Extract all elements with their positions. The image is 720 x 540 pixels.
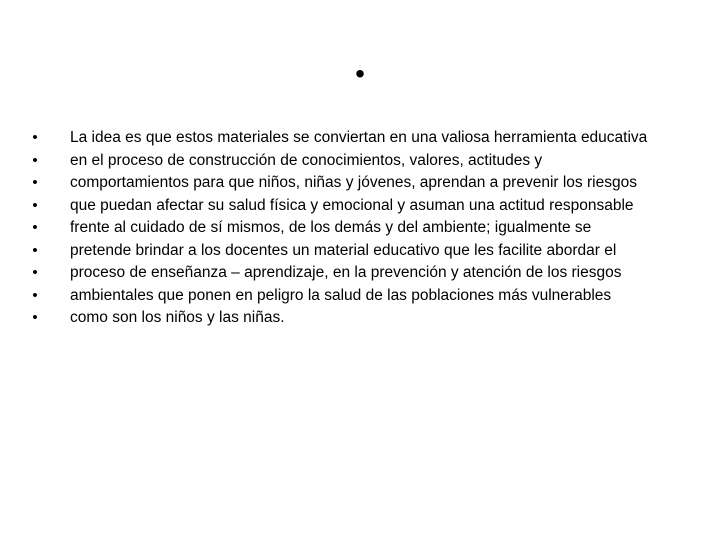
slide-title: • <box>355 58 365 89</box>
bullet-text: ambientales que ponen en peligro la salud de las poblaciones más vulnerables <box>70 286 612 304</box>
bullet-icon: • <box>32 196 38 214</box>
bullet-text: pretende brindar a los docentes un material educativo que les facilite abordar el <box>70 241 617 259</box>
bullet-icon: • <box>32 286 38 304</box>
list-item <box>28 175 688 192</box>
bullet-text: como son los niños y las niñas. <box>70 309 285 326</box>
list-item <box>28 265 688 282</box>
list-item <box>28 310 688 327</box>
bullet-text: en el proceso de construcción de conocimientos, valores, actitudes y <box>70 151 543 169</box>
list-item <box>28 130 688 147</box>
bullet-icon: • <box>32 151 38 169</box>
bullet-text: proceso de enseñanza – aprendizaje, en la prevención y atención de los riesgos <box>70 264 622 281</box>
bullet-text: La idea es que estos materiales se conviertan en una valiosa herramienta educativa <box>70 129 648 146</box>
bullet-text: frente al cuidado de sí mismos, de los demás y del ambiente; igualmente se <box>70 219 592 236</box>
bullet-icon: • <box>32 219 38 236</box>
list-item <box>28 220 688 237</box>
list-item <box>28 243 688 260</box>
list-item <box>28 198 688 215</box>
list-item <box>28 153 688 170</box>
list-item <box>28 288 688 305</box>
bullet-icon: • <box>32 174 38 191</box>
bullet-text: que puedan afectar su salud física y emocional y asuman una actitud responsable <box>70 196 634 214</box>
bullet-text: comportamientos para que niños, niñas y jóvenes, aprendan a prevenir los riesgos <box>70 174 637 191</box>
bullet-icon: • <box>32 129 38 146</box>
bullet-list <box>28 130 688 333</box>
bullet-icon: • <box>32 241 38 259</box>
bullet-icon: • <box>32 264 38 281</box>
bullet-icon: • <box>32 309 38 326</box>
